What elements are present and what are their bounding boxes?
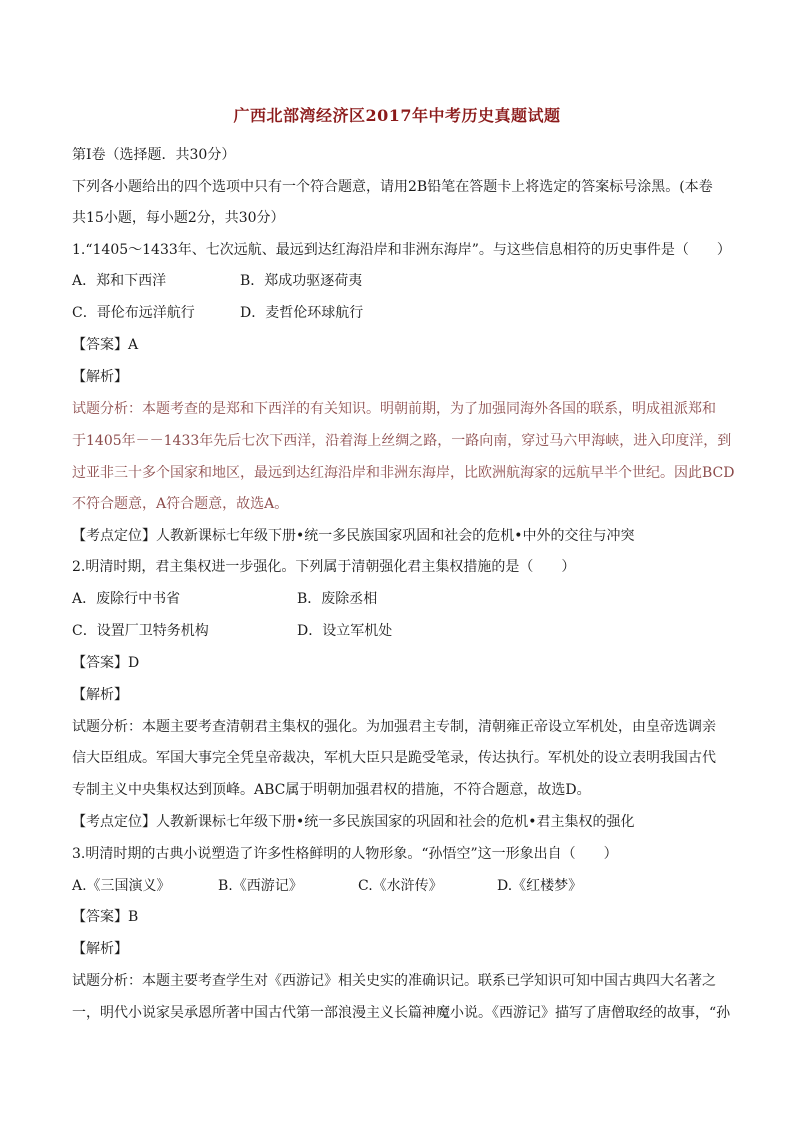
q3-option-a: A.《三国演义》 [72,878,171,894]
q1-stem: 1.“1405～1433年、七次远航、最远到达红海沿岸和非洲东海岸”。与这些信息相符的历史事件是（ ） [72,242,731,258]
q1-option-c: C．哥伦布远洋航行 [72,305,195,321]
q1-option-b: B．郑成功驱逐荷夷 [240,273,363,289]
instructions-line-1: 下列各小题给出的四个选项中只有一个符合题意，请用2B铅笔在答题卡上将选定的答案标号涂黑。(本卷 [72,179,713,195]
q3-analysis-label: 【解析】 [72,941,128,957]
q1-analysis-line-3: 过亚非三十多个国家和地区，最远到达红海沿岸和非洲东海岸，比欧洲航海家的远航早半个世纪。因此BCD [72,465,735,481]
section-heading: 第Ⅰ卷（选择题．共30分） [72,147,236,163]
q1-analysis-line-2: 于1405年－－1433年先后七次下西洋，沿着海上丝绸之路，一路向南，穿过马六甲海峡，进入印度洋，到 [72,433,732,449]
q1-point: 【考点定位】人教新课标七年级下册•统一多民族国家巩固和社会的危机•中外的交往与冲突 [72,528,635,544]
q3-option-d: D.《红楼梦》 [497,878,583,894]
q1-analysis-line-4: 不符合题意，A符合题意，故选A。 [72,496,289,512]
q1-answer: 【答案】A [72,337,139,353]
q1-option-a: A．郑和下西洋 [72,273,167,289]
q3-answer: 【答案】B [72,909,139,925]
q3-analysis-line-1: 试题分析：本题主要考查学生对《西游记》相关史实的准确识记。联系已学知识可知中国古典四大名著之 [72,973,716,989]
q2-stem: 2.明清时期，君主集权进一步强化。下列属于清朝强化君主集权措施的是（ ） [72,559,576,575]
q2-answer: 【答案】D [72,655,140,671]
q1-analysis-label: 【解析】 [72,369,128,385]
q1-option-d: D．麦哲伦环球航行 [240,305,364,321]
q2-analysis-line-2: 信大臣组成。军国大事完全凭皇帝裁决，军机大臣只是跪受笔录，传达执行。军机处的设立表明我国古代 [72,750,716,766]
q2-option-c: C．设置厂卫特务机构 [72,623,209,639]
q3-option-b: B.《西游记》 [218,878,303,894]
instructions-line-2: 共15小题，每小题2分，共30分） [72,210,285,226]
q2-analysis-line-3: 专制主义中央集权达到顶峰。ABC属于明朝加强君权的措施，不符合题意，故选D。 [72,782,591,798]
q3-analysis-line-2: 一，明代小说家吴承恩所著中国古代第一部浪漫主义长篇神魔小说。《西游记》描写了唐僧取经的故事，“孙 [72,1005,731,1021]
q2-option-b: B．废除丞相 [297,591,378,607]
q3-stem: 3.明清时期的古典小说塑造了许多性格鲜明的人物形象。“孙悟空”这一形象出自（ ） [72,846,618,862]
q2-option-a: A．废除行中书省 [72,591,181,607]
q3-option-c: C.《水浒传》 [358,878,443,894]
q2-analysis-label: 【解析】 [72,687,128,703]
q1-analysis-line-1: 试题分析：本题考查的是郑和下西洋的有关知识。明朝前期，为了加强同海外各国的联系，明成祖派郑和 [72,401,716,417]
page-title: 广西北部湾经济区2017年中考历史真题试题 [233,106,561,125]
q2-analysis-line-1: 试题分析：本题主要考查清朝君主集权的强化。为加强君主专制，清朝雍正帝设立军机处，由皇帝选调亲 [72,719,716,735]
q2-point: 【考点定位】人教新课标七年级下册•统一多民族国家的巩固和社会的危机•君主集权的强化 [72,814,635,830]
q2-option-d: D．设立军机处 [297,623,393,639]
